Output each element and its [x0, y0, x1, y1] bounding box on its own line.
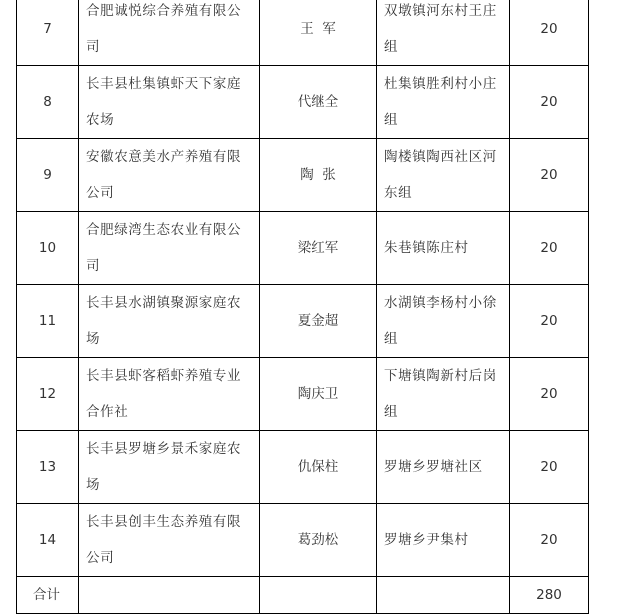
table-row [17, 66, 589, 139]
entity-name: 合肥诚悦综合养殖有限公司 [79, 0, 260, 66]
contact-person: 陶 张 [260, 139, 377, 212]
total-row [17, 577, 589, 614]
table-row [17, 139, 589, 212]
contact-person: 陶庆卫 [260, 358, 377, 431]
entity-name: 安徽农意美水产养殖有限公司 [79, 139, 260, 212]
address: 双墩镇河东村王庄组 [377, 0, 510, 66]
total-empty-cell [79, 577, 260, 614]
address: 罗塘乡罗塘社区 [377, 431, 510, 504]
entity-name: 长丰县罗塘乡景禾家庭农场 [79, 431, 260, 504]
contact-person: 王 军 [260, 0, 377, 66]
table-row [17, 212, 589, 285]
table-row [17, 0, 589, 66]
address: 下塘镇陶新村后岗组 [377, 358, 510, 431]
contact-person: 夏金超 [260, 285, 377, 358]
total-amount: 280 [510, 577, 589, 614]
address: 杜集镇胜利村小庄组 [377, 66, 510, 139]
table-row [17, 285, 589, 358]
table-row [17, 504, 589, 577]
table-row [17, 358, 589, 431]
address: 陶楼镇陶西社区河东组 [377, 139, 510, 212]
row-number: 8 [17, 66, 79, 139]
amount: 20 [510, 139, 589, 212]
amount: 20 [510, 504, 589, 577]
subsidy-table [16, 0, 589, 614]
total-empty-cell [377, 577, 510, 614]
row-number: 11 [17, 285, 79, 358]
total-empty-cell [260, 577, 377, 614]
entity-name: 长丰县虾客稻虾养殖专业合作社 [79, 358, 260, 431]
address: 朱巷镇陈庄村 [377, 212, 510, 285]
row-number: 9 [17, 139, 79, 212]
row-number: 14 [17, 504, 79, 577]
entity-name: 长丰县水湖镇聚源家庭农场 [79, 285, 260, 358]
contact-person: 仇保柱 [260, 431, 377, 504]
amount: 20 [510, 66, 589, 139]
address: 水湖镇李杨村小徐组 [377, 285, 510, 358]
contact-person: 葛劲松 [260, 504, 377, 577]
amount: 20 [510, 212, 589, 285]
entity-name: 合肥绿湾生态农业有限公司 [79, 212, 260, 285]
entity-name: 长丰县杜集镇虾天下家庭农场 [79, 66, 260, 139]
amount: 20 [510, 358, 589, 431]
address: 罗塘乡尹集村 [377, 504, 510, 577]
table-row [17, 431, 589, 504]
contact-person: 代继全 [260, 66, 377, 139]
row-number: 12 [17, 358, 79, 431]
amount: 20 [510, 431, 589, 504]
row-number: 13 [17, 431, 79, 504]
subsidy-table-container [16, 0, 589, 614]
contact-person: 梁红军 [260, 212, 377, 285]
amount: 20 [510, 285, 589, 358]
amount: 20 [510, 0, 589, 66]
entity-name: 长丰县创丰生态养殖有限公司 [79, 504, 260, 577]
row-number: 10 [17, 212, 79, 285]
total-label: 合计 [17, 577, 79, 614]
row-number: 7 [17, 0, 79, 66]
